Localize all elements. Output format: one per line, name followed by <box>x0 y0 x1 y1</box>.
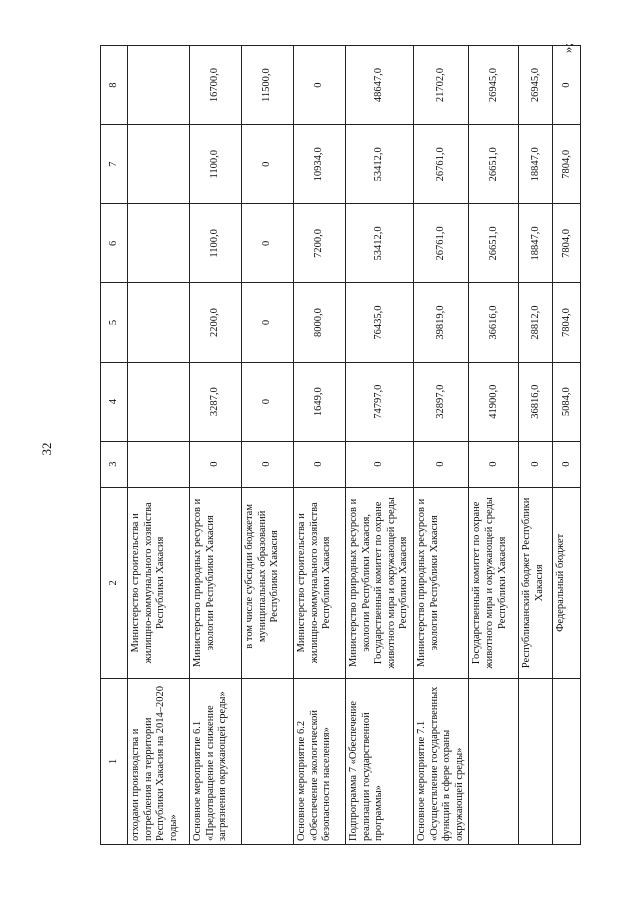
amount-cell: 26651,0 <box>469 125 519 204</box>
header-row <box>101 46 128 845</box>
amount-cell <box>128 204 190 283</box>
executor-cell: Министерство природных ресурсов и экологии Республики Хакасия, Государственный комитет по охране животного мира и окружающей среды Республики Хакасия <box>346 487 414 678</box>
budget-table <box>100 42 581 845</box>
amount-cell: 0 <box>553 46 581 125</box>
amount-cell: 74797,0 <box>346 362 414 441</box>
executor-cell: Государственный комитет по охране животного мира и окружающей среды Республики Хакасия <box>469 487 519 678</box>
amount-cell: 7804,0 <box>553 283 581 362</box>
amount-cell: 7804,0 <box>553 204 581 283</box>
column-header: 1 <box>101 679 128 845</box>
amount-cell: 21702,0 <box>414 46 469 125</box>
amount-cell: 0 <box>242 362 294 441</box>
amount-cell: 0 <box>294 441 346 487</box>
amount-cell: 26945,0 <box>469 46 519 125</box>
column-header: 3 <box>101 441 128 487</box>
program-name-cell: Подпрограмма 7 «Обеспечение реализации государственной программы» <box>346 679 414 845</box>
executor-cell: Министерство строительства и жилищно-коммунального хозяйства Республики Хакасия <box>294 487 346 678</box>
column-header: 8 <box>101 46 128 125</box>
amount-cell: 0 <box>242 441 294 487</box>
amount-cell: 0 <box>469 441 519 487</box>
amount-cell: 0 <box>294 46 346 125</box>
amount-cell: 18847,0 <box>519 125 553 204</box>
executor-cell: в том числе субсидии бюджетам муниципальных образований Республики Хакасия <box>242 487 294 678</box>
amount-cell: 1100,0 <box>190 125 242 204</box>
amount-cell: 11500,0 <box>242 46 294 125</box>
amount-cell: 2200,0 <box>190 283 242 362</box>
amount-cell: 18847,0 <box>519 204 553 283</box>
executor-cell: Федеральный бюджет <box>553 487 581 678</box>
executor-cell: Министерство природных ресурсов и экологии Республики Хакасия <box>190 487 242 678</box>
executor-cell: Министерство природных ресурсов и экологии Республики Хакасия <box>414 487 469 678</box>
column-header: 4 <box>101 362 128 441</box>
table-row <box>519 46 553 845</box>
amount-cell: 5084,0 <box>553 362 581 441</box>
table-row <box>128 46 190 845</box>
amount-cell: 3287,0 <box>190 362 242 441</box>
column-header: 5 <box>101 283 128 362</box>
amount-cell <box>128 283 190 362</box>
amount-cell: 76435,0 <box>346 283 414 362</box>
amount-cell: 0 <box>242 283 294 362</box>
amount-cell: 26651,0 <box>469 204 519 283</box>
program-name-cell: отходами производства и потребления на территории Республики Хакасия на 2014–2020 годы» <box>128 679 190 845</box>
table-row <box>242 46 294 845</box>
executor-cell: Республиканский бюджет Республики Хакасия <box>519 487 553 678</box>
amount-cell: 0 <box>242 204 294 283</box>
amount-cell: 7200,0 <box>294 204 346 283</box>
amount-cell: 0 <box>346 441 414 487</box>
closing-quote-mark: »; <box>560 42 576 54</box>
amount-cell: 39819,0 <box>414 283 469 362</box>
budget-table-wrapper <box>100 45 572 845</box>
program-name-cell <box>469 679 519 845</box>
amount-cell: 7804,0 <box>553 125 581 204</box>
column-header: 6 <box>101 204 128 283</box>
amount-cell: 8000,0 <box>294 283 346 362</box>
program-name-cell <box>519 679 553 845</box>
amount-cell: 10934,0 <box>294 125 346 204</box>
program-name-cell: Основное мероприятие 6.2 «Обеспечение экологической безопасности населения» <box>294 679 346 845</box>
amount-cell: 0 <box>519 441 553 487</box>
amount-cell: 26945,0 <box>519 46 553 125</box>
page-number: 32 <box>39 442 54 456</box>
program-name-cell: Основное мероприятие 6.1 «Предотвращение и снижение загрязнения окружающей среды» <box>190 679 242 845</box>
program-name-cell <box>242 679 294 845</box>
column-header: 7 <box>101 125 128 204</box>
table-row <box>414 46 469 845</box>
table-row <box>294 46 346 845</box>
amount-cell: 32897,0 <box>414 362 469 441</box>
amount-cell: 0 <box>553 441 581 487</box>
amount-cell: 16700,0 <box>190 46 242 125</box>
amount-cell: 53412,0 <box>346 125 414 204</box>
amount-cell: 28812,0 <box>519 283 553 362</box>
amount-cell: 1100,0 <box>190 204 242 283</box>
amount-cell: 48647,0 <box>346 46 414 125</box>
amount-cell: 36616,0 <box>469 283 519 362</box>
program-name-cell <box>553 679 581 845</box>
table-row <box>346 46 414 845</box>
amount-cell <box>128 46 190 125</box>
amount-cell: 26761,0 <box>414 204 469 283</box>
amount-cell: 0 <box>190 441 242 487</box>
amount-cell: 53412,0 <box>346 204 414 283</box>
amount-cell: 36816,0 <box>519 362 553 441</box>
amount-cell <box>128 441 190 487</box>
amount-cell: 1649,0 <box>294 362 346 441</box>
table-row <box>553 46 581 845</box>
amount-cell: 26761,0 <box>414 125 469 204</box>
program-name-cell: Основное мероприятие 7.1 «Осуществление государственных функций в сфере охраны окружающей среды» <box>414 679 469 845</box>
table-row <box>469 46 519 845</box>
amount-cell: 0 <box>414 441 469 487</box>
amount-cell <box>128 125 190 204</box>
executor-cell: Министерство строительства и жилищно-коммунального хозяйства Республики Хакасия <box>128 487 190 678</box>
amount-cell <box>128 362 190 441</box>
column-header: 2 <box>101 487 128 678</box>
table-row <box>190 46 242 845</box>
amount-cell: 41900,0 <box>469 362 519 441</box>
amount-cell: 0 <box>242 125 294 204</box>
